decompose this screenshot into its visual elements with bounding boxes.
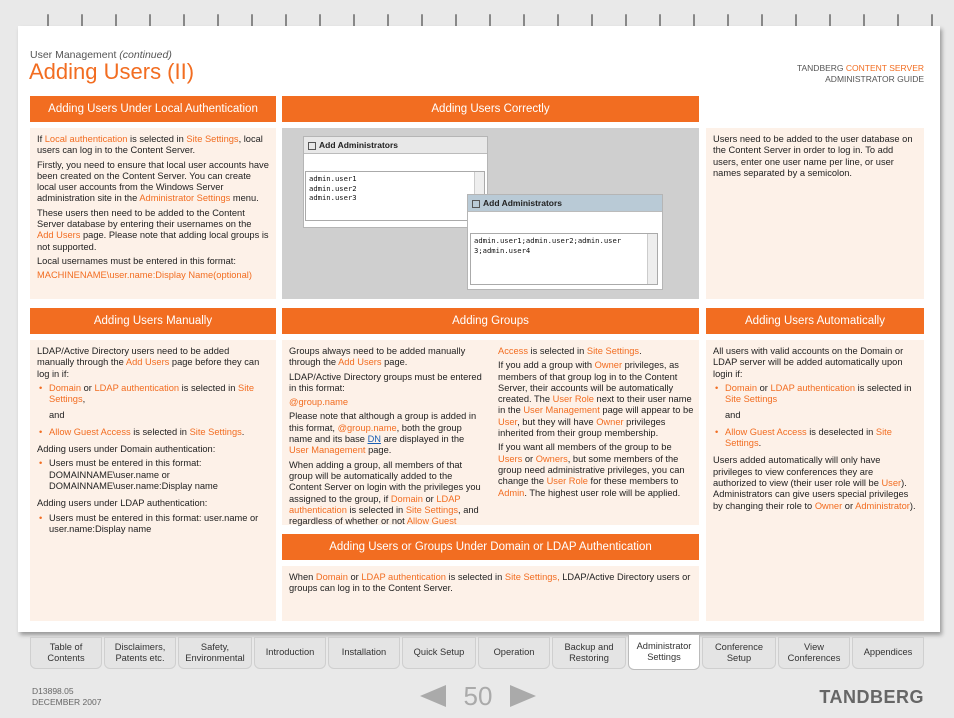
doc-info: D13898.05 DECEMBER 2007 [32,686,102,707]
tab-appendices[interactable]: Appendices [852,637,924,669]
link-site-settings[interactable]: Site Settings [186,134,239,144]
tab-introduction[interactable]: Introduction [254,637,326,669]
section-body-groups [282,340,699,525]
link-local-auth[interactable]: Local authentication [44,134,128,144]
link-add-users[interactable]: Add Users [37,230,81,241]
tab-disclaimers[interactable]: Disclaimers, Patents etc. [104,637,176,669]
link-dn[interactable]: DN [367,434,381,445]
list-item: • Domain or LDAP authentication is selected in Site Settings [713,383,917,406]
section-heading-automatically: Adding Users Automatically [706,308,924,334]
page-number: 50 [463,681,493,711]
section-heading-manually: Adding Users Manually [30,308,276,334]
scrollbar[interactable] [647,234,657,284]
add-administrators-window-2: Add Administrators admin.user1;admin.user2;admin.user 3;admin.user4 [467,194,663,290]
section-heading-correctly: Adding Users Correctly [282,96,699,122]
previous-page-icon[interactable] [420,685,446,707]
link-administrator-settings[interactable]: Administrator Settings [139,193,231,204]
pager [420,681,536,713]
tab-installation[interactable]: Installation [328,637,400,669]
tandberg-logo: TANDBERG [819,687,924,707]
tab-quick-setup[interactable]: Quick Setup [402,637,476,669]
section-body-manually: LDAP/Active Directory users need to be added manually through the Add Users page before they can log in if: • Domain or LDAP authentication is selected in Site Settings, and • Allow Guest Access is selected in Site Settings. Adding users under Domain authentication: • Users must be entered in this format: DOMAINNAME\user.name or DOMAINNAME\user.name:Display name Adding users under LDAP authentication: • Users must be entered in this format: user.name or user.name:Display name [30,340,276,621]
screenshot-add-administrators [282,128,699,299]
section-body-local: If Local authentication is selected in Site Settings, local users can log in to the Content Server. Firstly, you need to ensure that local user accounts have been created on the Content Server. You can create local user accounts from the Windows Server administration site in the Administrator Settings menu. These users then need to be added to the Content Server database by entering their usernames on the Add Users page. Please note that adding local groups is not supported. Local usernames must be entered in this format: MACHINENAME\user.name:Display Name(optional) [30,128,276,299]
groups-column-2: Access is selected in Site Settings. If you add a group with Owner privileges, as members of that group log in to the Content Server, their accounts will be automatically created. The User Role next to their user name in the User Management page will appear to be User, but they will have Owner privileges inherited from their group membership. If you want all members of the group to be Users or Owners, but some members of the group need administrative privileges, you can change the User Role for these members to Admin. The highest user role will be applied. [498,346,694,498]
tab-administrator-settings[interactable]: Administrator Settings [628,634,700,670]
section-heading-domain-ldap: Adding Users or Groups Under Domain or LDAP Authentication [282,534,699,560]
tab-conference-setup[interactable]: Conference Setup [702,637,776,669]
username-format: MACHINENAME\user.name:Display Name(optional) [37,270,252,281]
list-item: • Allow Guest Access is deselected in Site Settings. [713,427,917,450]
section-body-domain-ldap: When Domain or LDAP authentication is selected in Site Settings, LDAP/Active Directory users or groups can log in to the Content Server. [282,566,699,621]
section-heading-local: Adding Users Under Local Authentication [30,96,276,122]
tab-safety[interactable]: Safety, Environmental [178,637,252,669]
section-body-automatically: All users with valid accounts on the Domain or LDAP server will be added automatically upon login if: • Domain or LDAP authentication is selected in Site Settings and • Allow Guest Access is deselected in Site Settings. Users added automatically will only have privileges to view conferences they are authorized to view (their user role will be User). Administrators can give users special privileges by changing their role to Owner or Administrator). [706,340,924,621]
collapse-icon [308,142,316,150]
collapse-icon [472,200,480,208]
list-item: • Domain or LDAP authentication is selected in Site Settings, [37,383,269,406]
next-page-icon[interactable] [510,685,536,707]
tab-operation[interactable]: Operation [478,637,550,669]
brand-header: TANDBERG CONTENT SERVER ADMINISTRATOR GUIDE [796,63,924,84]
page-title: Adding Users (II) [29,59,195,84]
section-label: User Management (continued) [30,49,172,61]
section-body-correctly: Users need to be added to the user database on the Content Server in order to log in. To add users, enter one user name per line, or user names separated by a semicolon. [706,128,924,299]
list-item: • Users must be entered in this format: user.name or user.name:Display name [37,513,269,536]
list-item: • Allow Guest Access is selected in Site Settings. [37,427,269,438]
add-administrators-window-1: Add Administrators admin.user1 admin.user2 admin.user3 [303,136,488,228]
section-heading-groups: Adding Groups [282,308,699,334]
list-item: • Users must be entered in this format: DOMAINNAME\user.name or DOMAINNAME\user.name:Display name [37,458,269,492]
tab-backup-restoring[interactable]: Backup and Restoring [552,637,626,669]
usernames-textarea-1[interactable]: admin.user1 admin.user2 admin.user3 [305,171,485,221]
groups-column-1: Groups always need to be added manually through the Add Users page. LDAP/Active Directory groups must be entered in this format: @group.name Please note that although a group is added in this format, @group.name, both the group name and its base DN are displayed in the User Management page. When adding a group, all members of that group will be automatically added to the Content Server on login with the privileges you assigned to the group, if Domain or LDAP authentication is selected in Site Settings, and regardless of whether or not Allow Guest [289,346,482,527]
link-add-users[interactable]: Add Users [125,357,170,368]
usernames-textarea-2[interactable]: admin.user1;admin.user2;admin.user 3;admin.user4 [470,233,658,285]
tab-view-conferences[interactable]: View Conferences [778,637,850,669]
tab-table-of-contents[interactable]: Table of Contents [30,637,102,669]
